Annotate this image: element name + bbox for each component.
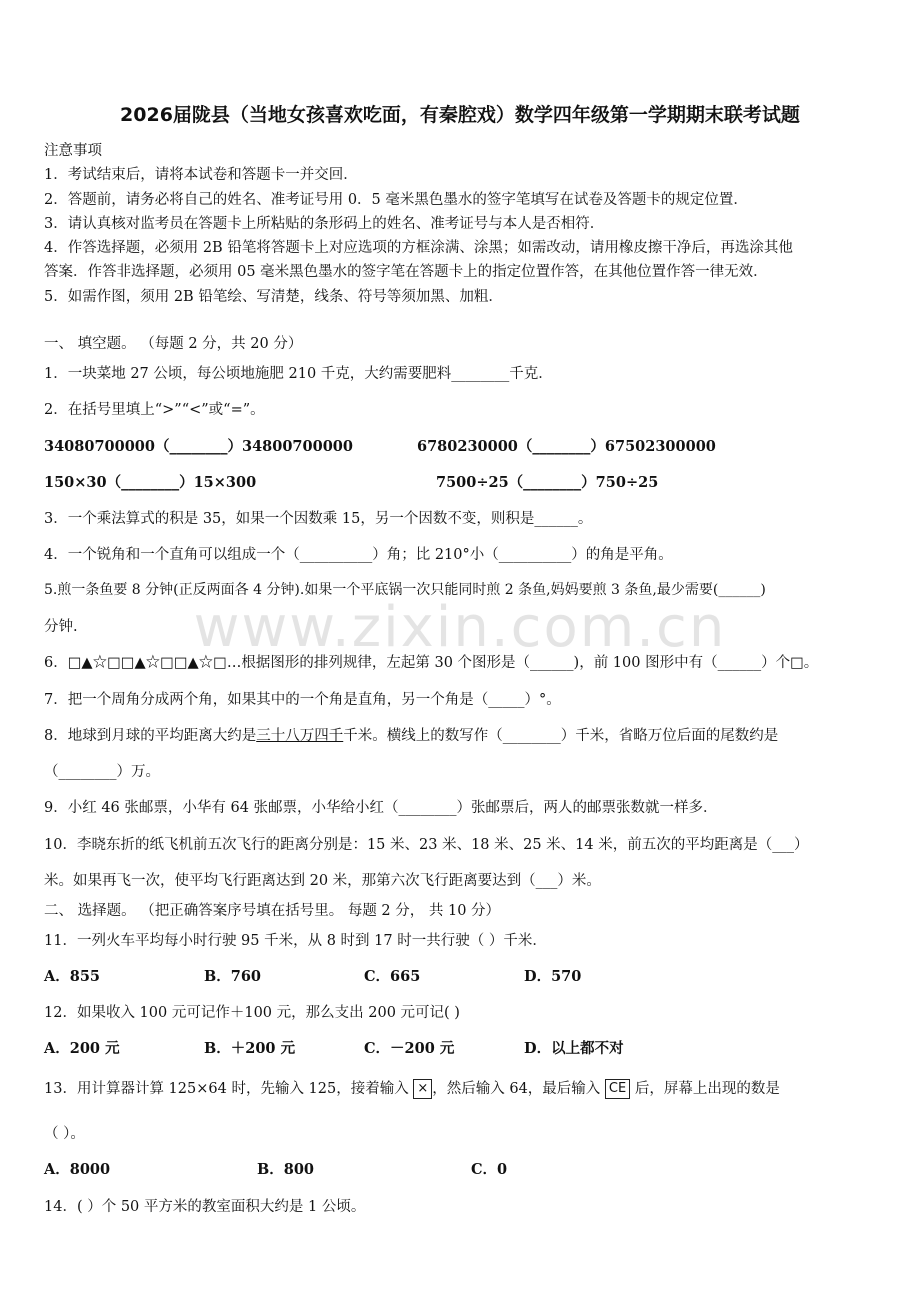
notice-item: 4．作答选择题，必须用 2B 铅笔将答题卡上对应选项的方框涂满、涂黑；如需改动，请用橡皮擦干净后，再选涂其他	[44, 240, 793, 256]
notice-heading: 注意事项	[44, 143, 102, 159]
question-7: 7．把一个周角分成两个角，如果其中的一个角是直角，另一个角是（_____）°。	[44, 692, 561, 708]
question-5: 5.煎一条鱼要 8 分钟(正反两面各 4 分钟).如果一个平底锅一次只能同时煎 2 条鱼,妈妈要煎 3 条鱼,最少需要(______)	[44, 582, 766, 598]
q12-option-a: A．200 元	[44, 1040, 120, 1057]
notice-item: 5．如需作图，须用 2B 铅笔绘、写清楚，线条、符号等须加黑、加粗．	[44, 289, 503, 305]
question-8	[44, 724, 778, 745]
question-2b: 6780230000（________）67502300000	[417, 438, 716, 455]
q11-option-d: D．570	[524, 968, 582, 985]
watermark: www.zixin.com.cn	[193, 595, 727, 660]
question-9: 9．小红 46 张邮票，小华有 64 张邮票，小华给小红（________）张邮票后，两人的邮票张数就一样多．	[44, 800, 718, 816]
question-5-cont: 分钟.	[44, 619, 78, 635]
q11-option-c: C．665	[364, 968, 421, 985]
question-14: 14．( ）个 50 平方米的教室面积大约是 1 公顷。	[44, 1199, 366, 1215]
question-1: 1．一块菜地 27 公顷，每公顷地施肥 210 千克，大约需要肥料________千克．	[44, 366, 553, 382]
question-2a: 34080700000（________）34800700000	[44, 438, 353, 455]
question-10-cont: 米。如果再飞一次，使平均飞行距离达到 20 米，那第六次飞行距离要达到（___）米。	[44, 873, 601, 889]
multiply-key-icon: ×	[413, 1079, 432, 1099]
q11-option-a: A．855	[44, 968, 101, 985]
question-8-post: 千米。横线上的数写作（________）千米，省略万位后面的尾数约是	[343, 728, 779, 744]
notice-item: 3．请认真核对监考员在答题卡上所粘贴的条形码上的姓名、准考证号与本人是否相符．	[44, 216, 605, 232]
question-8-pre: 8．地球到月球的平均距离大约是	[44, 728, 257, 744]
section1-heading: 一、 填空题。 （每题 2 分，共 20 分）	[44, 336, 303, 352]
question-2: 2．在括号里填上“>”“<”或“=”。	[44, 402, 265, 418]
question-8-cont: （________）万。	[44, 764, 160, 780]
question-13	[44, 1077, 780, 1099]
question-6: 6．□▲☆□□▲☆□□▲☆□…根据图形的排列规律，左起第 30 个图形是（______)，前 100 图形中有（______）个□。	[44, 655, 819, 671]
question-10: 10．李晓东折的纸飞机前五次飞行的距离分别是：15 米、23 米、18 米、25 米、14 米，前五次的平均距离是（___）	[44, 837, 809, 853]
question-3: 3．一个乘法算式的积是 35，如果一个因数乘 15，另一个因数不变，则积是______。	[44, 511, 593, 527]
question-13-post: 后，屏幕上出现的数是	[634, 1081, 780, 1097]
clear-entry-key-icon: CE	[605, 1079, 630, 1099]
question-13-pre: 13．用计算器计算 125×64 时，先输入 125，接着输入	[44, 1081, 409, 1097]
question-12: 12．如果收入 100 元可记作＋100 元，那么支出 200 元可记( )	[44, 1005, 460, 1021]
notice-item: 答案．作答非选择题，必须用 05 毫米黑色墨水的签字笔在答题卡上的指定位置作答，在其他位置作答一律无效．	[44, 264, 768, 280]
q13-option-a: A．8000	[44, 1161, 111, 1178]
q13-option-c: C．0	[471, 1161, 508, 1178]
question-8-underlined: 三十八万四千	[256, 728, 344, 744]
q12-option-c: C．－200 元	[364, 1040, 455, 1057]
question-13-cont: （ ）。	[44, 1126, 85, 1142]
question-11: 11．一列火车平均每小时行驶 95 千米，从 8 时到 17 时一共行驶（ ）千米．	[44, 933, 547, 949]
question-13-mid: ，然后输入 64，最后输入	[432, 1081, 601, 1097]
section2-heading: 二、 选择题。 （把正确答案序号填在括号里。 每题 2 分， 共 10 分）	[44, 903, 501, 919]
q12-option-d: D．以上都不对	[524, 1040, 624, 1057]
question-2d: 7500÷25（________）750÷25	[436, 474, 659, 491]
notice-item: 1．考试结束后，请将本试卷和答题卡一并交回．	[44, 167, 358, 183]
question-4: 4．一个锐角和一个直角可以组成一个（__________）角；比 210°小（__________）的角是平角。	[44, 547, 673, 563]
q11-option-b: B．760	[204, 968, 262, 985]
notice-item: 2．答题前，请务必将自己的姓名、准考证号用 0．5 毫米黑色墨水的签字笔填写在试卷及答题卡的规定位置．	[44, 192, 748, 208]
q13-option-b: B．800	[257, 1161, 315, 1178]
q12-option-b: B．＋200 元	[204, 1040, 296, 1057]
exam-title: 2026届陇县（当地女孩喜欢吃面，有秦腔戏）数学四年级第一学期期末联考试题	[120, 104, 800, 126]
question-2c: 150×30（________）15×300	[44, 474, 257, 491]
